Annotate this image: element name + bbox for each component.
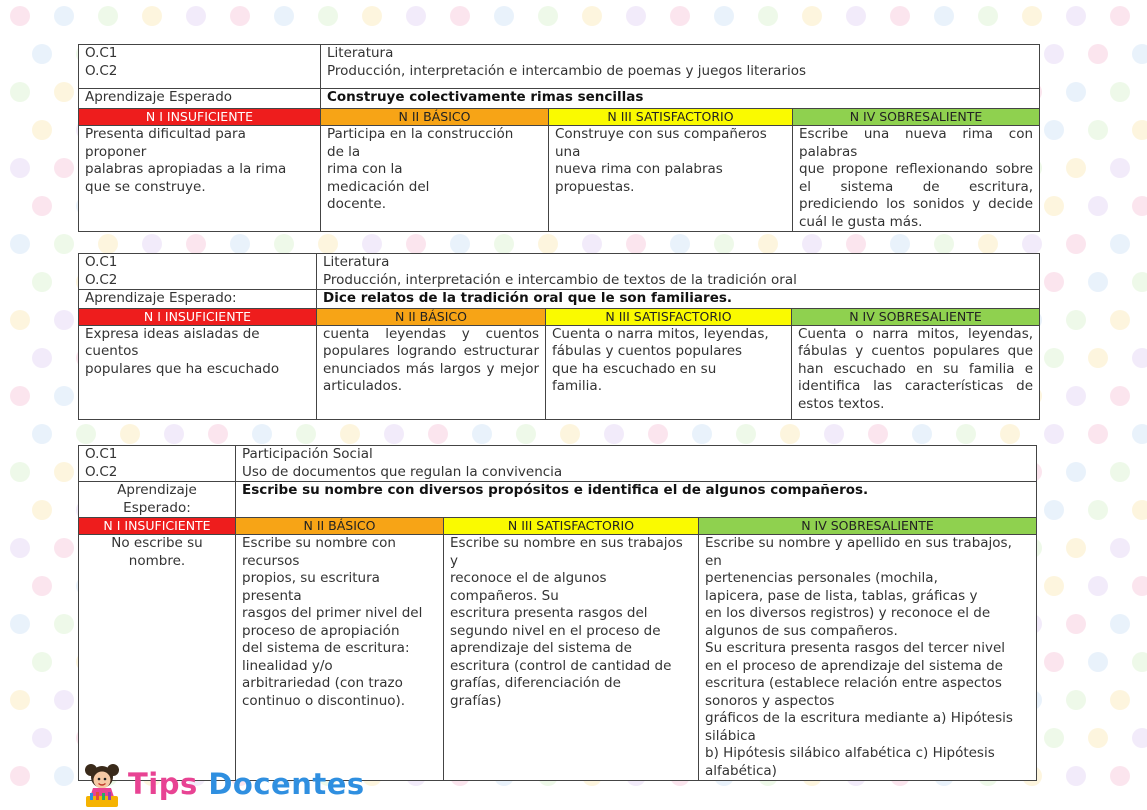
- aprendizaje-row: [79, 290, 1040, 309]
- background-dot: [10, 82, 30, 102]
- background-dot: [32, 652, 52, 672]
- level-satisfactorio-header: N III SATISFACTORIO: [546, 308, 792, 325]
- background-dot: [890, 234, 910, 254]
- oc2-label: O.C2: [85, 463, 118, 480]
- background-dot: [956, 424, 976, 444]
- background-dot: [10, 386, 30, 406]
- background-dot: [1066, 6, 1086, 26]
- background-dot: [1110, 462, 1130, 482]
- level-sobresaliente-header: N IV SOBRESALIENTE: [792, 308, 1040, 325]
- background-dot: [362, 234, 382, 254]
- topic-primary: Literatura: [323, 254, 390, 270]
- background-dot: [560, 424, 580, 444]
- background-dot: [890, 6, 910, 26]
- background-dot: [164, 424, 184, 444]
- background-dot: [1132, 424, 1147, 444]
- background-dot: [54, 690, 74, 710]
- background-dot: [32, 424, 52, 444]
- background-dot: [296, 424, 316, 444]
- background-dot: [1088, 652, 1108, 672]
- level-basico-header: N II BÁSICO: [321, 109, 549, 126]
- background-dot: [1066, 462, 1086, 482]
- background-dot: [1132, 44, 1147, 64]
- oc-topics: [321, 45, 1040, 89]
- background-dot: [934, 6, 954, 26]
- description-row: [79, 126, 1040, 232]
- background-dot: [1066, 614, 1086, 634]
- background-dot: [10, 158, 30, 178]
- background-dot: [186, 234, 206, 254]
- oc-labels: [79, 446, 236, 482]
- background-dot: [10, 690, 30, 710]
- background-dot: [714, 6, 734, 26]
- level-insuficiente-header: N I INSUFICIENTE: [79, 518, 236, 535]
- oc-labels: [79, 45, 321, 89]
- background-dot: [1132, 500, 1147, 520]
- background-dot: [230, 6, 250, 26]
- rubric-table-2: [78, 253, 1040, 420]
- background-dot: [32, 348, 52, 368]
- background-dot: [582, 234, 602, 254]
- aprendizaje-row: [79, 482, 1037, 518]
- background-dot: [1022, 234, 1042, 254]
- background-dot: [824, 424, 844, 444]
- background-dot: [142, 234, 162, 254]
- background-dot: [1132, 576, 1147, 596]
- background-dot: [846, 6, 866, 26]
- background-dot: [582, 6, 602, 26]
- background-dot: [1044, 728, 1064, 748]
- description-satisfactorio: Construye con sus compañeros una nueva rima con palabras propuestas.: [549, 126, 793, 232]
- oc1-label: O.C1: [85, 254, 118, 270]
- background-dot: [538, 234, 558, 254]
- background-dot: [692, 424, 712, 444]
- topic-secondary: Producción, interpretación e intercambio de poemas y juegos literarios: [327, 62, 807, 79]
- background-dot: [32, 44, 52, 64]
- oc1-label: O.C1: [85, 446, 118, 462]
- background-dot: [10, 766, 30, 786]
- background-dot: [54, 82, 74, 102]
- description-row: [79, 535, 1037, 781]
- background-dot: [10, 614, 30, 634]
- level-insuficiente-header: N I INSUFICIENTE: [79, 308, 317, 325]
- background-dot: [98, 6, 118, 26]
- background-dot: [1022, 6, 1042, 26]
- description-insuficiente: No escribe su nombre.: [79, 535, 236, 781]
- background-dot: [98, 234, 118, 254]
- background-dot: [1088, 424, 1108, 444]
- background-dot: [1066, 538, 1086, 558]
- aprendizaje-label: Aprendizaje Esperado: [79, 89, 321, 109]
- description-insuficiente: Expresa ideas aisladas de cuentos populares que ha escuchado: [79, 325, 317, 419]
- background-dot: [472, 424, 492, 444]
- aprendizaje-row: [79, 89, 1040, 109]
- aprendizaje-label: Aprendizaje Esperado:: [79, 482, 236, 518]
- description-sobresaliente: Cuenta o narra mitos, leyendas, fábulas y cuentos populares que han escuchado en su familia e identifica las características de estos textos.: [792, 325, 1040, 419]
- background-dot: [1110, 234, 1130, 254]
- background-dot: [1110, 386, 1130, 406]
- background-dot: [846, 234, 866, 254]
- description-satisfactorio: Escribe su nombre en sus trabajos y reconoce el de algunos compañeros. Su escritura presenta rasgos del segundo nivel en el proceso de aprendizaje del sistema de escritura (control de cantidad de grafías, diferenciación de grafías): [444, 535, 699, 781]
- background-dot: [32, 576, 52, 596]
- background-dot: [538, 6, 558, 26]
- background-dot: [10, 310, 30, 330]
- background-dot: [1132, 728, 1147, 748]
- background-dot: [1066, 690, 1086, 710]
- background-dot: [1132, 272, 1147, 292]
- background-dot: [274, 234, 294, 254]
- background-dot: [32, 196, 52, 216]
- level-sobresaliente-header: N IV SOBRESALIENTE: [699, 518, 1037, 535]
- background-dot: [758, 6, 778, 26]
- background-dot: [1110, 310, 1130, 330]
- background-dot: [450, 6, 470, 26]
- brand-name: [128, 767, 365, 801]
- background-dot: [758, 234, 778, 254]
- background-dot: [384, 424, 404, 444]
- background-dot: [406, 6, 426, 26]
- background-dot: [1044, 44, 1064, 64]
- background-dot: [1066, 386, 1086, 406]
- background-dot: [1110, 158, 1130, 178]
- background-dot: [1044, 272, 1064, 292]
- oc2-label: O.C2: [85, 62, 118, 79]
- background-dot: [1110, 614, 1130, 634]
- level-insuficiente-header: N I INSUFICIENTE: [79, 109, 321, 126]
- background-dot: [494, 234, 514, 254]
- background-dot: [54, 462, 74, 482]
- background-dot: [494, 6, 514, 26]
- girl-with-crayons-icon: [80, 760, 124, 808]
- background-dot: [1044, 196, 1064, 216]
- background-dot: [54, 234, 74, 254]
- background-dot: [1044, 424, 1064, 444]
- background-dot: [54, 766, 74, 786]
- background-dot: [54, 538, 74, 558]
- background-dot: [934, 234, 954, 254]
- background-dot: [604, 424, 624, 444]
- background-dot: [670, 234, 690, 254]
- description-row: [79, 325, 1040, 419]
- oc-topics: [317, 254, 1040, 290]
- background-dot: [1066, 82, 1086, 102]
- level-sobresaliente-header: N IV SOBRESALIENTE: [793, 109, 1040, 126]
- background-dot: [1044, 652, 1064, 672]
- topic-primary: Participación Social: [242, 446, 373, 462]
- level-header-row: [79, 308, 1040, 325]
- background-dot: [1088, 500, 1108, 520]
- background-dot: [802, 234, 822, 254]
- topic-primary: Literatura: [327, 45, 394, 61]
- background-dot: [10, 538, 30, 558]
- topic-secondary: Uso de documentos que regulan la convivencia: [242, 463, 563, 480]
- background-dot: [1066, 234, 1086, 254]
- background-dot: [1088, 196, 1108, 216]
- background-dot: [516, 424, 536, 444]
- background-dot: [1044, 500, 1064, 520]
- aprendizaje-label: Aprendizaje Esperado:: [79, 290, 317, 309]
- oc-row: [79, 446, 1037, 482]
- background-dot: [1066, 158, 1086, 178]
- background-dot: [230, 234, 250, 254]
- rubric-table-1: [78, 44, 1040, 232]
- background-dot: [1132, 120, 1147, 140]
- background-dot: [450, 234, 470, 254]
- background-dot: [1044, 348, 1064, 368]
- oc-labels: [79, 254, 317, 290]
- level-header-row: [79, 109, 1040, 126]
- description-insuficiente: Presenta dificultad para proponer palabras apropiadas a la rima que se construye.: [79, 126, 321, 232]
- background-dot: [670, 6, 690, 26]
- background-dot: [10, 234, 30, 254]
- background-dot: [1088, 728, 1108, 748]
- background-dot: [54, 6, 74, 26]
- background-dot: [978, 6, 998, 26]
- oc-topics: [236, 446, 1037, 482]
- background-dot: [32, 120, 52, 140]
- brand-logo: [80, 760, 365, 808]
- background-dot: [208, 424, 228, 444]
- background-dot: [32, 272, 52, 292]
- brand-word-tips: Tips: [128, 767, 198, 801]
- background-dot: [1044, 120, 1064, 140]
- background-dot: [626, 6, 646, 26]
- background-dot: [1088, 576, 1108, 596]
- background-dot: [120, 424, 140, 444]
- background-dot: [54, 158, 74, 178]
- background-dot: [76, 424, 96, 444]
- background-dot: [10, 462, 30, 482]
- description-sobresaliente: Escribe su nombre y apellido en sus trabajos, en pertenencias personales (mochila, lapicera, pase de lista, tablas, gráficas y en los diversos registros) y reconoce el de algunos de sus compañeros. Su escritura presenta rasgos del tercer nivel en el proceso de aprendizaje del sistema de escritura (establece relación entre aspectos sonoros y aspectos gráficos de la escritura mediante a) Hipótesis silábica b) Hipótesis silábico alfabética c) Hipótesis alfabética): [699, 535, 1037, 781]
- background-dot: [10, 6, 30, 26]
- rubric-table-3: [78, 445, 1037, 781]
- description-basico: Participa en la construcción de la rima con la medicación del docente.: [321, 126, 549, 232]
- background-dot: [1132, 196, 1147, 216]
- background-dot: [54, 614, 74, 634]
- background-dot: [1000, 424, 1020, 444]
- background-dot: [626, 234, 646, 254]
- background-dot: [868, 424, 888, 444]
- background-dot: [340, 424, 360, 444]
- background-dot: [428, 424, 448, 444]
- background-dot: [802, 6, 822, 26]
- description-basico: Escribe su nombre con recursos propios, su escritura presenta rasgos del primer nivel del proceso de apropiación del sistema de escritura: linealidad y/o arbitrariedad (con trazo continuo o discontinuo).: [236, 535, 444, 781]
- background-dot: [648, 424, 668, 444]
- background-dot: [1088, 120, 1108, 140]
- background-dot: [32, 500, 52, 520]
- background-dot: [362, 6, 382, 26]
- level-satisfactorio-header: N III SATISFACTORIO: [444, 518, 699, 535]
- level-basico-header: N II BÁSICO: [236, 518, 444, 535]
- background-dot: [1044, 576, 1064, 596]
- brand-word-docentes: Docentes: [208, 767, 365, 801]
- background-dot: [54, 310, 74, 330]
- description-sobresaliente: Escribe una nueva rima con palabras que propone reflexionando sobre el sistema de escritura, prediciendo los sonidos y decide cuál le gusta más.: [793, 126, 1040, 232]
- background-dot: [1132, 652, 1147, 672]
- level-satisfactorio-header: N III SATISFACTORIO: [549, 109, 793, 126]
- background-dot: [406, 234, 426, 254]
- oc-row: [79, 254, 1040, 290]
- background-dot: [318, 6, 338, 26]
- background-dot: [736, 424, 756, 444]
- background-dot: [780, 424, 800, 444]
- background-dot: [252, 424, 272, 444]
- background-dot: [142, 6, 162, 26]
- topic-secondary: Producción, interpretación e intercambio de textos de la tradición oral: [323, 271, 797, 288]
- oc1-label: O.C1: [85, 45, 118, 61]
- background-dot: [318, 234, 338, 254]
- background-dot: [1088, 348, 1108, 368]
- background-dot: [1066, 310, 1086, 330]
- aprendizaje-value: Dice relatos de la tradición oral que le son familiares.: [317, 290, 1040, 309]
- background-dot: [32, 728, 52, 748]
- background-dot: [186, 6, 206, 26]
- background-dot: [54, 386, 74, 406]
- aprendizaje-value: Escribe su nombre con diversos propósitos e identifica el de algunos compañeros.: [236, 482, 1037, 518]
- level-header-row: [79, 518, 1037, 535]
- background-dot: [274, 6, 294, 26]
- background-dot: [1066, 766, 1086, 786]
- background-dot: [1110, 766, 1130, 786]
- background-dot: [1132, 348, 1147, 368]
- background-dot: [912, 424, 932, 444]
- background-dot: [714, 234, 734, 254]
- oc-row: [79, 45, 1040, 89]
- background-dot: [1110, 82, 1130, 102]
- background-dot: [1088, 44, 1108, 64]
- background-dot: [1110, 690, 1130, 710]
- level-basico-header: N II BÁSICO: [317, 308, 546, 325]
- description-satisfactorio: Cuenta o narra mitos, leyendas, fábulas y cuentos populares que ha escuchado en su familia.: [546, 325, 792, 419]
- background-dot: [1088, 272, 1108, 292]
- background-dot: [1110, 538, 1130, 558]
- aprendizaje-value: Construye colectivamente rimas sencillas: [321, 89, 1040, 109]
- oc2-label: O.C2: [85, 271, 118, 288]
- background-dot: [1110, 6, 1130, 26]
- background-dot: [978, 234, 998, 254]
- description-basico: cuenta leyendas y cuentos populares logrando estructurar enunciados más largos y mejor articulados.: [317, 325, 546, 419]
